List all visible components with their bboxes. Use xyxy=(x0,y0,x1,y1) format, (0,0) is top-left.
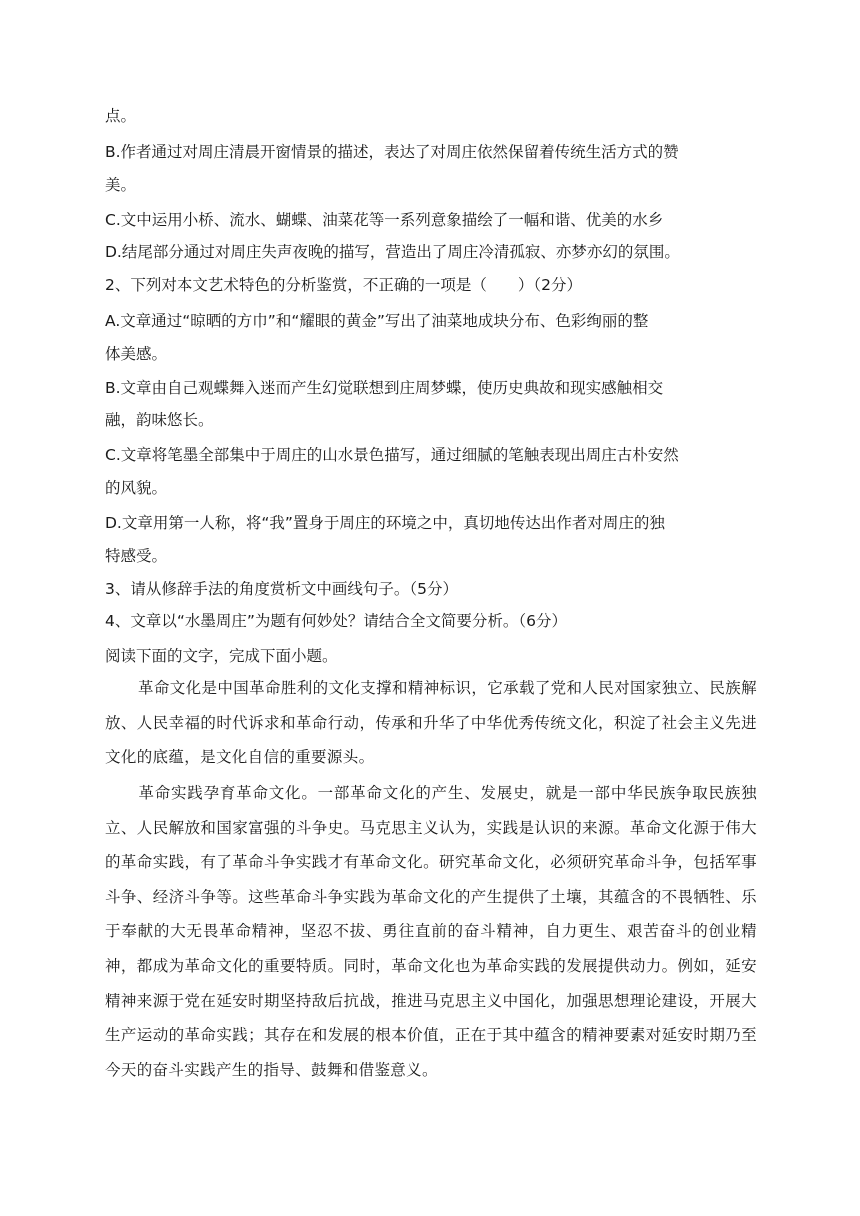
question-2: 2、下列对本文艺术特色的分析鉴赏，不正确的一项是（ ）（2分） xyxy=(105,276,582,294)
q1-option-b-continuation: 美。 xyxy=(105,176,137,194)
reading-instruction: 阅读下面的文字，完成下面小题。 xyxy=(105,647,338,665)
q2-option-b-continuation: 融，韵味悠长。 xyxy=(105,411,214,429)
q2-option-b: B.文章由自己观蝶舞入迷而产生幻觉联想到庄周梦蝶，使历史典故和现实感触相交 xyxy=(105,379,664,397)
article-paragraph-1 xyxy=(105,671,757,775)
option-a-continuation: 点。 xyxy=(105,107,137,125)
question-3: 3、请从修辞手法的角度赏析文中画线句子。（5分） xyxy=(105,580,458,598)
q2-option-a: A.文章通过“晾晒的方巾”和“耀眼的黄金”写出了油菜地成块分布、色彩绚丽的整 xyxy=(105,312,649,330)
question-4: 4、文章以“水墨周庄”为题有何妙处？请结合全文简要分析。（6分） xyxy=(105,612,568,630)
article-paragraph-2 xyxy=(105,776,757,1087)
q1-option-c: C.文中运用小桥、流水、蝴蝶、油菜花等一系列意象描绘了一幅和谐、优美的水乡 xyxy=(105,211,664,229)
q2-option-d-continuation: 特感受。 xyxy=(105,547,168,565)
q1-option-b: B.作者通过对周庄清晨开窗情景的描述，表达了对周庄依然保留着传统生活方式的赞 xyxy=(105,143,679,161)
q2-option-a-continuation: 体美感。 xyxy=(105,345,168,363)
q2-option-d: D.文章用第一人称，将“我”置身于周庄的环境之中，真切地传达出作者对周庄的独 xyxy=(105,514,665,532)
article-paragraph-2-text: 革命实践孕育革命文化。一部革命文化的产生、发展史，就是一部中华民族争取民族独立、人民解放和国家富强的斗争史。马克思主义认为，实践是认识的来源。革命文化源于伟大的革命实践，有了革命斗争实践才有革命文化。研究革命文化，必须研究革命斗争，包括军事斗争、经济斗争等。这些革命斗争实践为革命文化的产生提供了土壤，其蕴含的不畏牺牲、乐于奉献的大无畏革命精神，坚忍不拔、勇往直前的奋斗精神，自力更生、艰苦奋斗的创业精神，都成为革命文化的重要特质。同时，革命文化也为革命实践的发展提供动力。例如，延安精神来源于党在延安时期坚持敌后抗战，推进马克思主义中国化，加强思想理论建设，开展大生产运动的革命实践；其存在和发展的根本价值，正在于其中蕴含的精神要素对延安时期乃至今天的奋斗实践产生的指导、鼓舞和借鉴意义。 xyxy=(105,784,757,1079)
q2-option-c-continuation: 的风貌。 xyxy=(105,479,168,497)
q1-option-d: D.结尾部分通过对周庄失声夜晚的描写，营造出了周庄冷清孤寂、亦梦亦幻的氛围。 xyxy=(105,243,680,261)
q2-option-c: C.文章将笔墨全部集中于周庄的山水景色描写，通过细腻的笔触表现出周庄古朴安然 xyxy=(105,446,679,464)
article-paragraph-1-text: 革命文化是中国革命胜利的文化支撑和精神标识，它承载了党和人民对国家独立、民族解放、人民幸福的时代诉求和革命行动，传承和升华了中华优秀传统文化，积淀了社会主义先进文化的底蕴，是文化自信的重要源头。 xyxy=(105,679,757,767)
